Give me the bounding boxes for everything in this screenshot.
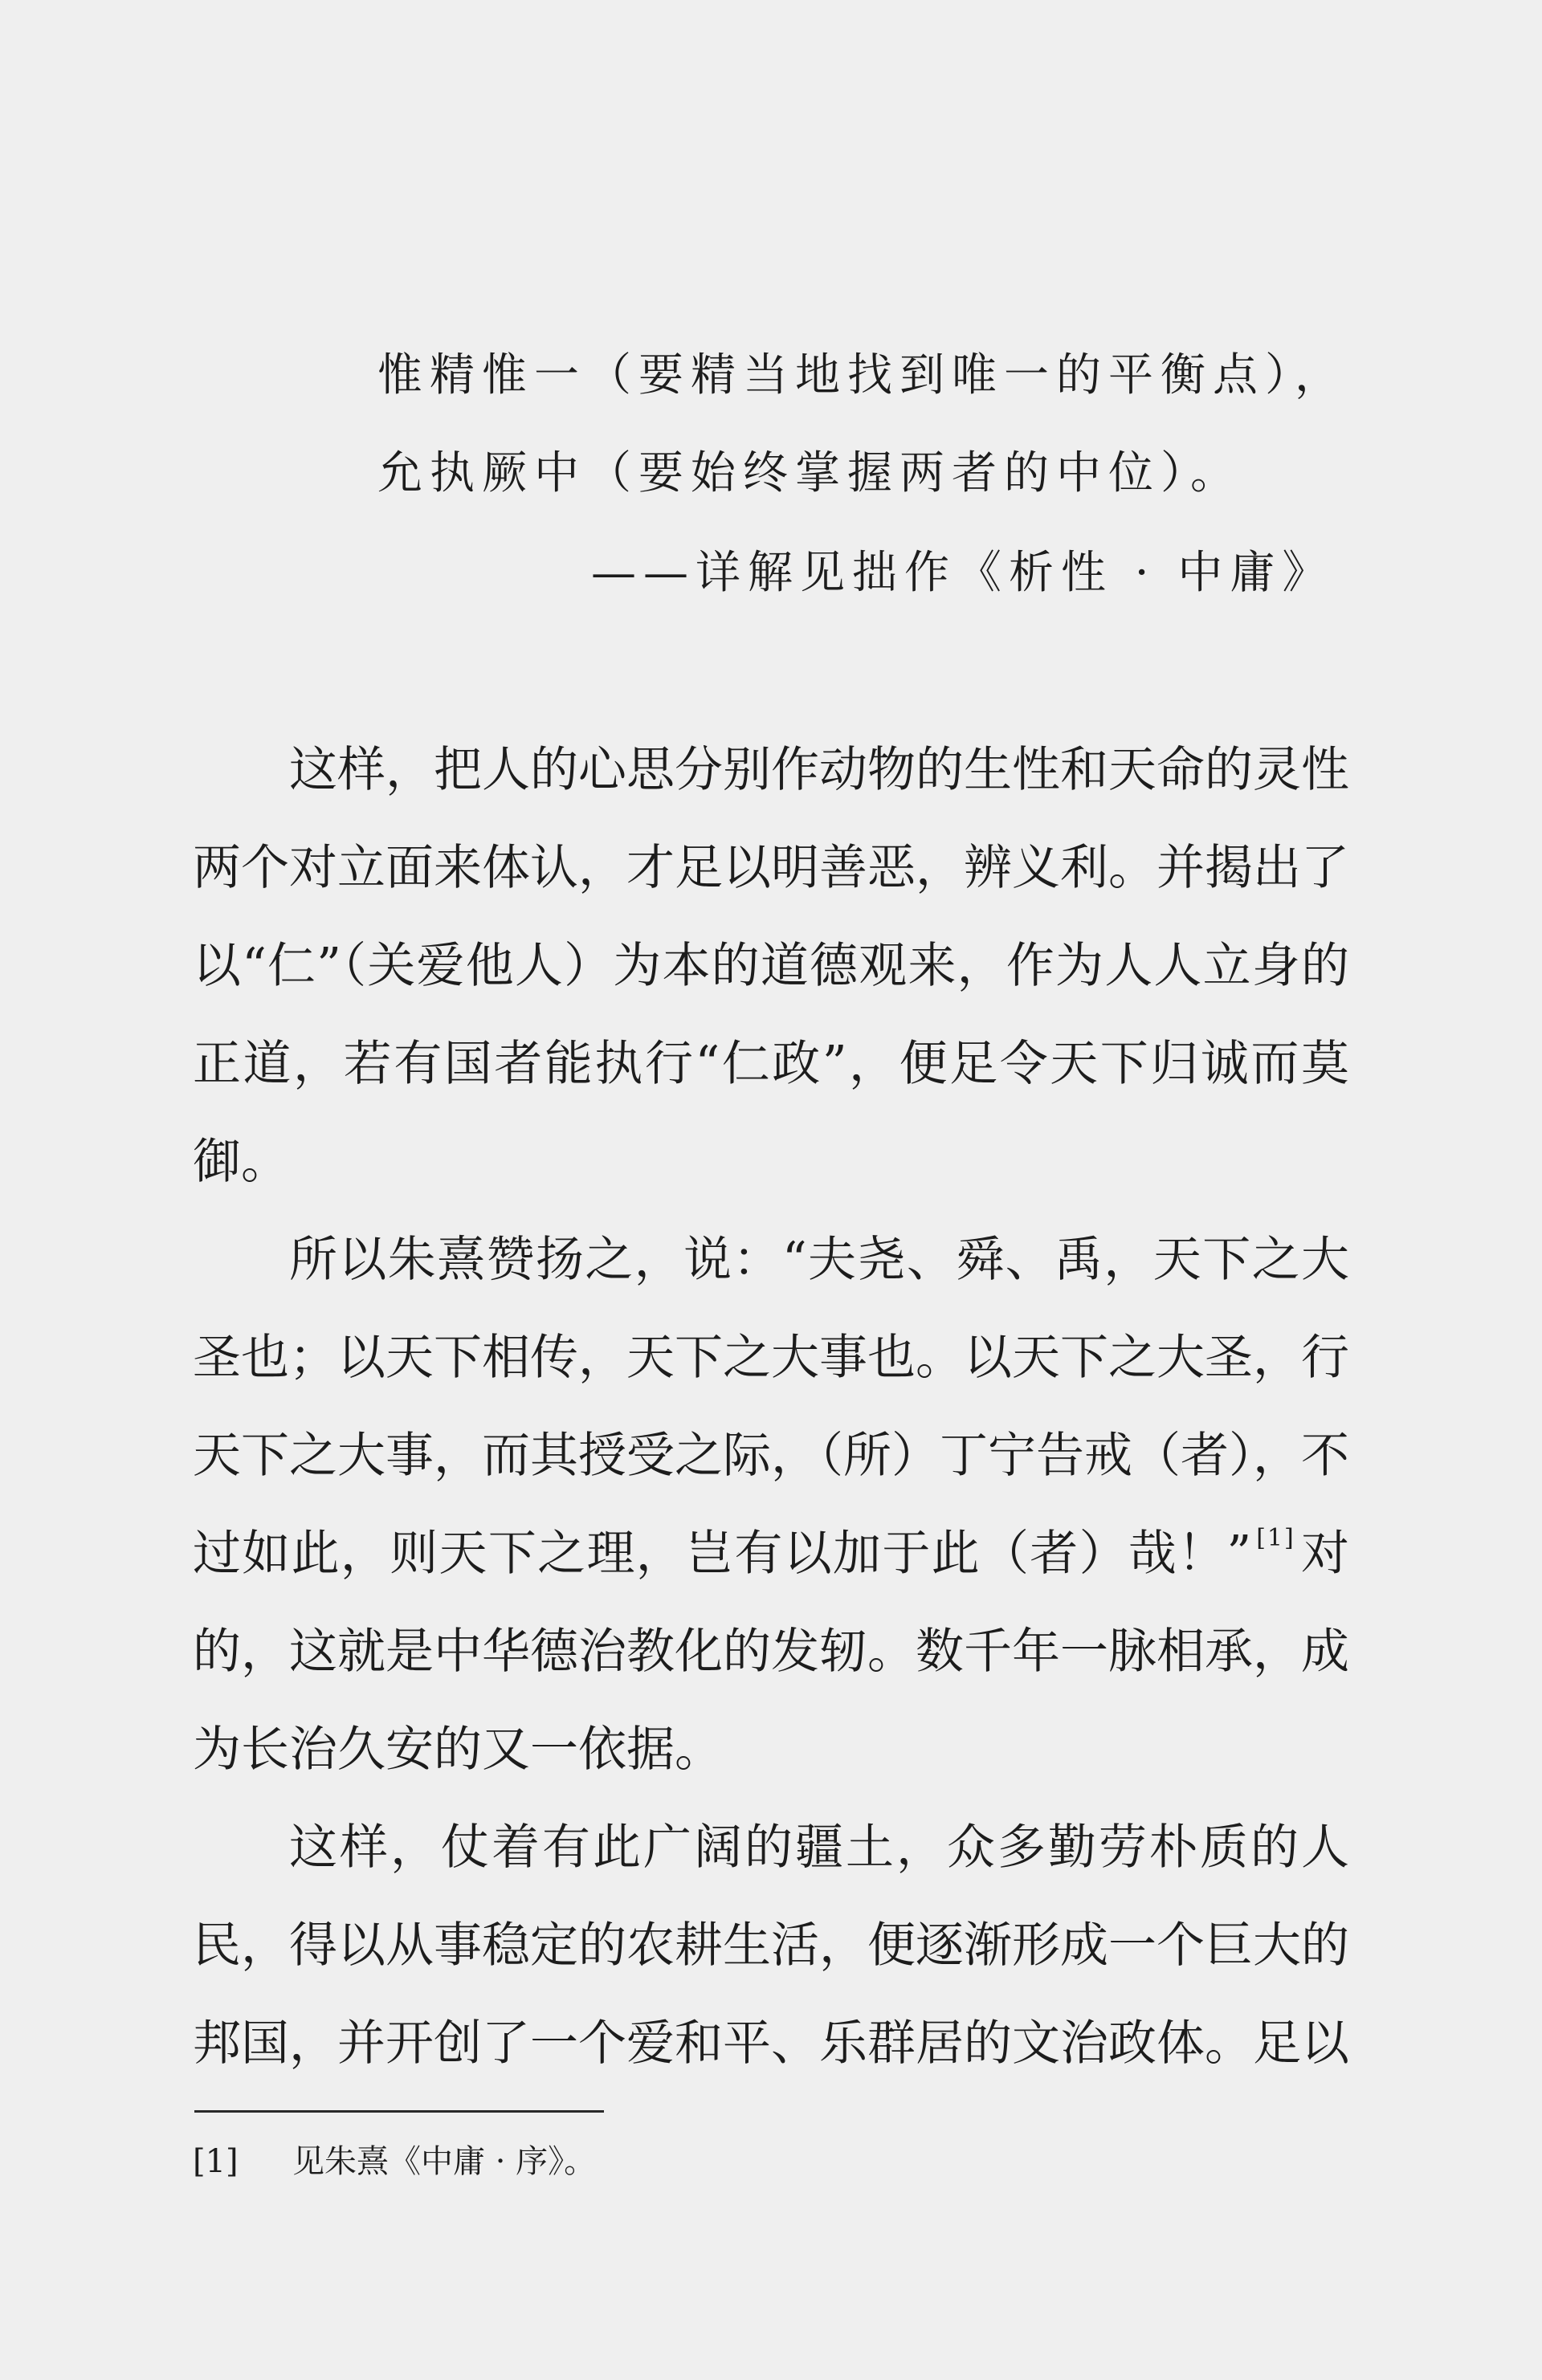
footnote-mark: [1] bbox=[193, 2143, 239, 2180]
paragraph-1: 这样，把人的心思分别作动物的生性和天命的灵性两个对立面来体认，才足以明善恶，辨义利。并揭出了以“仁”（关爱他人）为本的道德观来，作为人人立身的正道，若有国者能执行“仁政”，便足令天下归诚而莫御。 bbox=[193, 742, 1349, 1190]
body-text bbox=[193, 721, 1349, 2093]
paragraph-2-text-b: 对的，这就是中华德治教化的发轫。数千年一脉相承，成为长治久安的又一依据。 bbox=[193, 1526, 1349, 1778]
footnote bbox=[193, 2139, 596, 2184]
footnote-reference[interactable]: [1] bbox=[1256, 1524, 1295, 1552]
paragraph-2 bbox=[193, 1211, 1349, 1799]
footnote-divider bbox=[194, 2110, 604, 2113]
quote-line-2: 允执厥中（要始终掌握两者的中位）。 bbox=[377, 447, 1242, 499]
quote-line-1: 惟精惟一（要精当地找到唯一的平衡点）， bbox=[377, 349, 1347, 401]
paragraph-2-text-a: 所以朱熹赞扬之，说：“夫尧、舜、禹，天下之大圣也；以天下相传，天下之大事也。以天下之大圣，行天下之大事，而其授受之际，（所）丁宁告戒（者），不过如此，则天下之理，岂有以加于此（者）哉！” bbox=[193, 1232, 1349, 1582]
quote-source: ——详解见拙作《析性 · 中庸》 bbox=[591, 547, 1335, 599]
footnote-text: 见朱熹《中庸 · 序》。 bbox=[292, 2143, 597, 2180]
paragraph-3: 这样，仗着有此广阔的疆土，众多勤劳朴质的人民，得以从事稳定的农耕生活，便逐渐形成一个巨大的邦国，并开创了一个爱和平、乐群居的文治政体。足以 bbox=[193, 1820, 1349, 2072]
